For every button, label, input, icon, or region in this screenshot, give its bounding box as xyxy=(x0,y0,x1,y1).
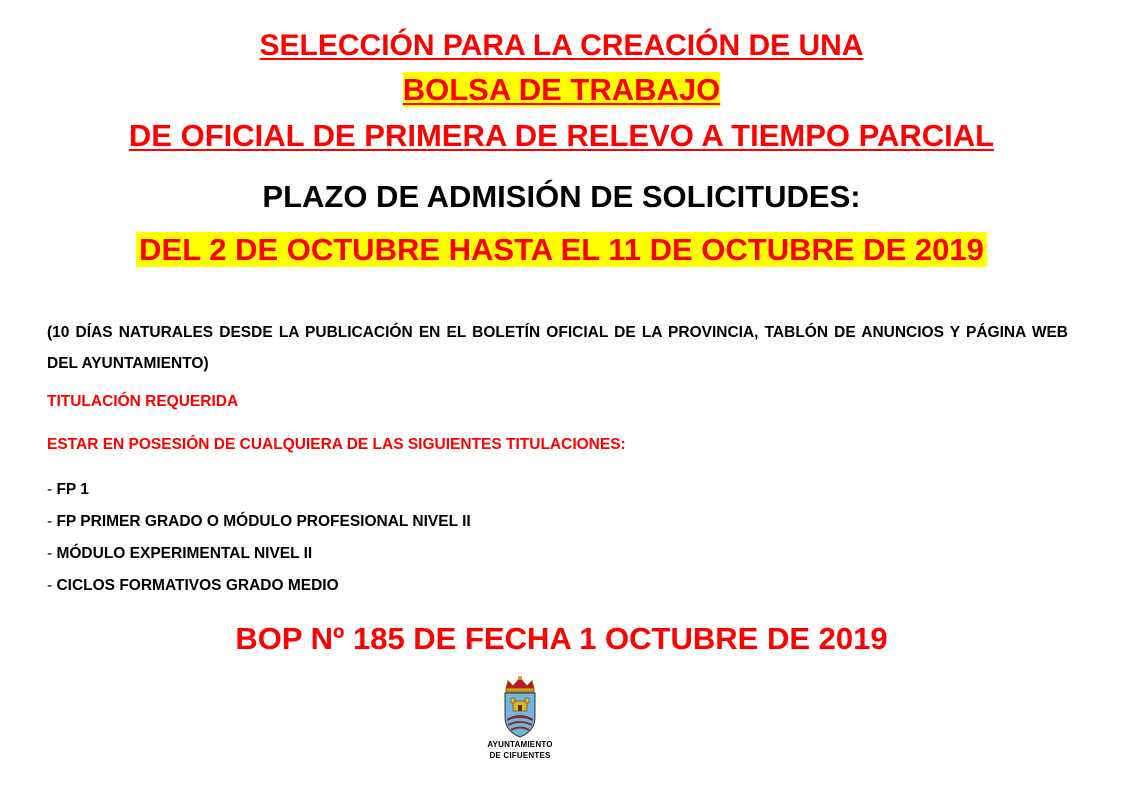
logo-caption-line-1: AYUNTAMIENTO xyxy=(487,740,553,749)
plazo-dates xyxy=(0,230,1123,270)
list-item: - MÓDULO EXPERIMENTAL NIVEL II xyxy=(47,543,471,575)
logo-caption xyxy=(465,739,575,761)
bop-reference: BOP Nº 185 DE FECHA 1 OCTUBRE DE 2019 xyxy=(235,621,888,656)
list-item: - FP PRIMER GRADO O MÓDULO PROFESIONAL NIVEL II xyxy=(47,511,471,543)
plazo-heading: PLAZO DE ADMISIÓN DE SOLICITUDES: xyxy=(262,179,861,214)
title-line-1-text: SELECCIÓN PARA LA CREACIÓN DE UNA xyxy=(259,29,864,62)
list-item: - CICLOS FORMATIVOS GRADO MEDIO xyxy=(47,575,471,607)
ayuntamiento-logo xyxy=(465,675,575,761)
list-item: - FP 1 xyxy=(47,479,471,511)
title-line-2 xyxy=(0,72,1123,108)
titulacion-list xyxy=(47,479,471,607)
title-line-3 xyxy=(0,117,1123,155)
titulacion-description: ESTAR EN POSESIÓN DE CUALQUIERA DE LAS SIGUIENTES TITULACIONES: xyxy=(47,436,626,453)
title-line-3-text: DE OFICIAL DE PRIMERA DE RELEVO A TIEMPO PARCIAL xyxy=(128,118,995,153)
title-line-1 xyxy=(0,28,1123,64)
deadline-note: (10 DÍAS NATURALES DESDE LA PUBLICACIÓN EN EL BOLETÍN OFICIAL DE LA PROVINCIA, TABLÓN DE ANUNCIOS Y PÁGINA WEB DEL AYUNTAMIENTO) xyxy=(47,324,1068,372)
titulacion-heading: TITULACIÓN REQUERIDA xyxy=(47,393,239,410)
title-line-2-text: BOLSA DE TRABAJO xyxy=(402,72,721,107)
coat-of-arms-icon xyxy=(498,675,542,739)
plazo-dates-text: DEL 2 DE OCTUBRE HASTA EL 11 DE OCTUBRE DE 2019 xyxy=(136,232,987,267)
logo-caption-line-2: DE CIFUENTES xyxy=(489,751,551,760)
